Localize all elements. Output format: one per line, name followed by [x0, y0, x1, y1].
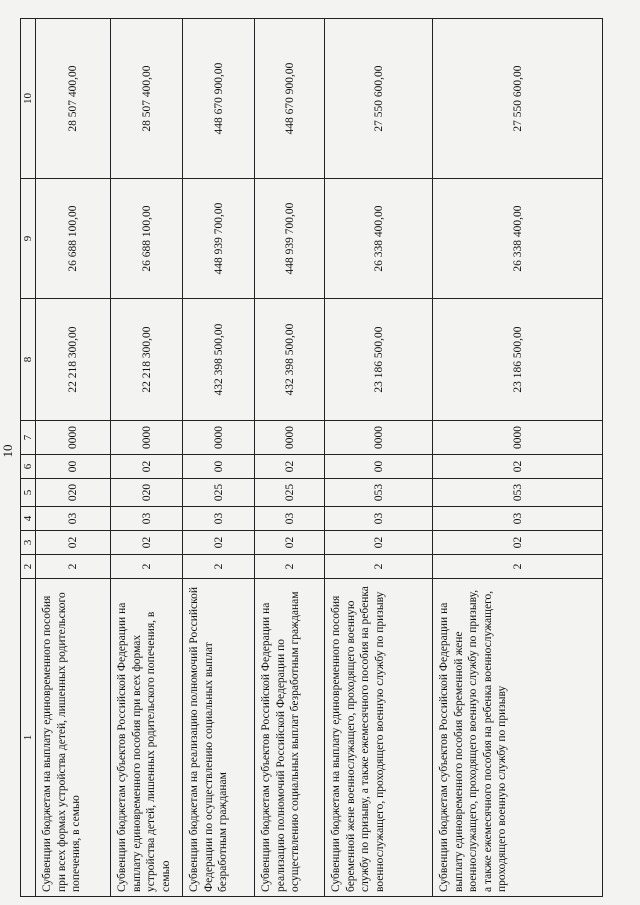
code-cell: 2: [325, 555, 433, 579]
row-name: Субвенции бюджетам на выплату единовременного пособия при всех формах устройства детей, лишенных родительского попечения, в семью: [36, 579, 111, 897]
code-cell: 0000: [183, 421, 255, 455]
code-cell: 02: [433, 455, 603, 479]
amount-cell: 448 939 700,00: [183, 179, 255, 299]
code-cell: 2: [36, 555, 111, 579]
code-cell: 02: [255, 531, 325, 555]
code-cell: 2: [255, 555, 325, 579]
budget-table: [20, 18, 603, 897]
amount-cell: 26 688 100,00: [111, 179, 183, 299]
code-cell: 00: [325, 455, 433, 479]
col-header-5: 5: [21, 479, 36, 507]
amount-cell: 26 338 400,00: [433, 179, 603, 299]
amount-cell: 432 398 500,00: [255, 299, 325, 421]
amount-cell: 26 688 100,00: [36, 179, 111, 299]
col-header-6: 6: [21, 455, 36, 479]
col-header-3: 3: [21, 531, 36, 555]
code-cell: 020: [111, 479, 183, 507]
col-header-8: 8: [21, 299, 36, 421]
amount-cell: 27 550 600,00: [325, 19, 433, 179]
code-cell: 2: [433, 555, 603, 579]
code-cell: 02: [325, 531, 433, 555]
code-cell: 02: [111, 531, 183, 555]
amount-cell: 448 670 900,00: [183, 19, 255, 179]
amount-cell: 432 398 500,00: [183, 299, 255, 421]
amount-cell: 448 939 700,00: [255, 179, 325, 299]
table-row: [325, 19, 433, 897]
table-row: [183, 19, 255, 897]
amount-cell: 27 550 600,00: [433, 19, 603, 179]
row-name: Субвенции бюджетам субъектов Российской Федерации на реализацию полномочий Российской Федерации по осуществлению социальных выплат безработным гражданам: [255, 579, 325, 897]
code-cell: 03: [183, 507, 255, 531]
code-cell: 03: [36, 507, 111, 531]
code-cell: 02: [36, 531, 111, 555]
code-cell: 2: [111, 555, 183, 579]
code-cell: 053: [325, 479, 433, 507]
table-row: [255, 19, 325, 897]
col-header-2: 2: [21, 555, 36, 579]
code-cell: 00: [36, 455, 111, 479]
col-header-9: 9: [21, 179, 36, 299]
code-cell: 03: [325, 507, 433, 531]
amount-cell: 23 186 500,00: [433, 299, 603, 421]
table-row: [36, 19, 111, 897]
code-cell: 0000: [433, 421, 603, 455]
code-cell: 025: [183, 479, 255, 507]
col-header-7: 7: [21, 421, 36, 455]
row-name: Субвенции бюджетам субъектов Российской Федерации на выплату единовременного пособия при всех формах устройства детей, лишенных родительского попечения, в семью: [111, 579, 183, 897]
amount-cell: 448 670 900,00: [255, 19, 325, 179]
code-cell: 02: [433, 531, 603, 555]
code-cell: 02: [111, 455, 183, 479]
amount-cell: 26 338 400,00: [325, 179, 433, 299]
page-number: 10: [0, 444, 15, 458]
code-cell: 0000: [36, 421, 111, 455]
code-cell: 03: [255, 507, 325, 531]
code-cell: 0000: [255, 421, 325, 455]
header-row: [21, 19, 36, 897]
row-name: Субвенции бюджетам на реализацию полномочий Российской Федерации по осуществлению социальных выплат безработным гражданам: [183, 579, 255, 897]
col-header-1: 1: [21, 579, 36, 897]
code-cell: 02: [255, 455, 325, 479]
code-cell: 02: [183, 531, 255, 555]
code-cell: 0000: [325, 421, 433, 455]
amount-cell: 28 507 400,00: [111, 19, 183, 179]
amount-cell: 28 507 400,00: [36, 19, 111, 179]
code-cell: 2: [183, 555, 255, 579]
code-cell: 0000: [111, 421, 183, 455]
code-cell: 00: [183, 455, 255, 479]
code-cell: 03: [111, 507, 183, 531]
code-cell: 03: [433, 507, 603, 531]
code-cell: 025: [255, 479, 325, 507]
col-header-4: 4: [21, 507, 36, 531]
col-header-10: 10: [21, 19, 36, 179]
table-row: [433, 19, 603, 897]
code-cell: 020: [36, 479, 111, 507]
amount-cell: 22 218 300,00: [111, 299, 183, 421]
row-name: Субвенции бюджетам на выплату единовременного пособия беременной жене военнослужащего, проходящего военную службу по призыву, а также ежемесячного пособия на ребенка военнослужащего, проходящего военную службу по призыву: [325, 579, 433, 897]
amount-cell: 22 218 300,00: [36, 299, 111, 421]
code-cell: 053: [433, 479, 603, 507]
row-name: Субвенции бюджетам субъектов Российской Федерации на выплату единовременного пособия беременной жене военнослужащего, проходящего военную службу по призыву, а также ежемесячного пособия на ребенка военнослужащего, проходящего военную службу по призыву: [433, 579, 603, 897]
amount-cell: 23 186 500,00: [325, 299, 433, 421]
table-row: [111, 19, 183, 897]
